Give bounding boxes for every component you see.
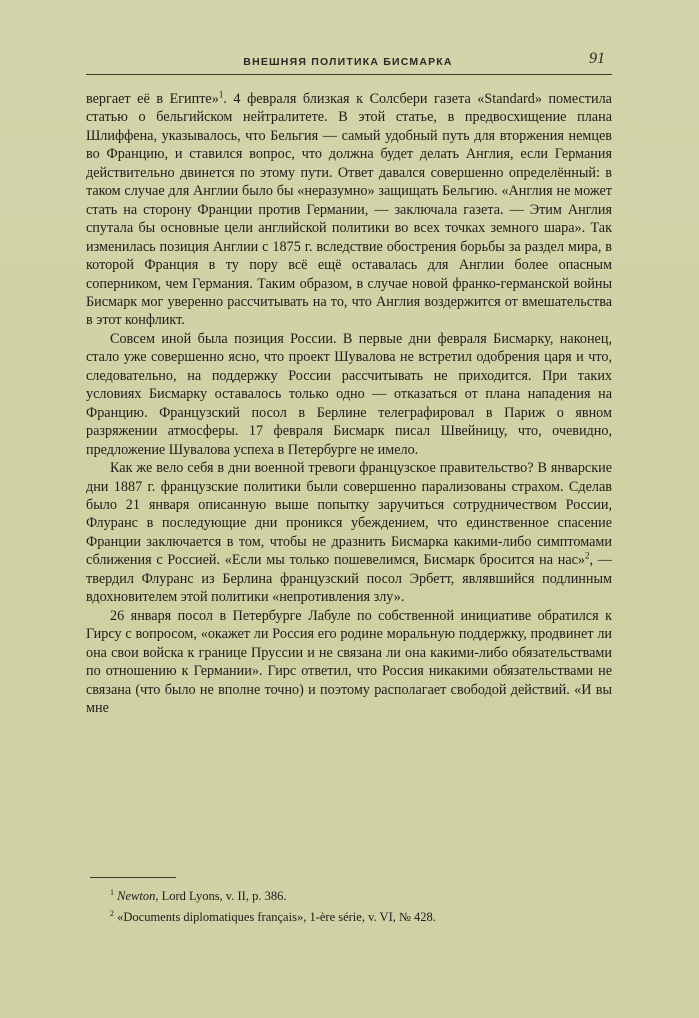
paragraph-text: 26 января посол в Петербурге Лабуле по собственной инициативе обратился к Гирсу с вопросом, «окажет ли Россия его родине моральную поддержку, продвинет ли она свои войска к границе Пруссии и не связана ли она какими-либо обязательствами по отношению к Германии». Гирс ответил, что Россия никакими обязательствами не связана (что было не вполне точно) и поэтому располагает свободой действий. «И вы мне xyxy=(86,607,612,716)
page-number: 91 xyxy=(589,50,605,67)
footnotes xyxy=(86,884,612,926)
footnote-text: , Lord Lyons, v. II, p. 386. xyxy=(155,889,287,904)
header-divider xyxy=(86,74,612,75)
body-text xyxy=(86,90,612,717)
footnote xyxy=(86,905,612,926)
paragraph-text: вергает её в Египте» xyxy=(86,91,219,107)
footnote-ref: 2 xyxy=(585,550,590,561)
paragraph-text: Как же вело себя в дни военной тревоги французское правительство? В январские дни 1887 г. французские политики были совершенно парализованы страхом. Сделав было 21 января описанную выше попытку заручиться сотрудничеством России, Флуранс в последующие дни проникся убеждением, что единственное спасение Франции заключается в том, чтобы не дразнить Бисмарка какими-либо симптомами сближения с Россией. «Если мы только пошевелимся, Бисмарк бросится на нас» xyxy=(86,460,612,569)
footnote-marker: 1 xyxy=(110,888,114,897)
footnote-text: «Documents diplomatiques français», 1-ère série, v. VI, № 428. xyxy=(117,910,436,925)
paragraph-text: Совсем иной была позиция России. В первые дни февраля Бисмарку, наконец, стало уже совершенно ясно, что проект Шувалова не встретил одобрения царя и что, следовательно, на поддержку России рассчитывать не приходится. При таких условиях Бисмарку оставалось только одно — отказаться от плана нападения на Францию. Французский посол в Берлине телеграфировал в Париж о явном разряжении атмосферы. 17 февраля Бисмарк писал Швейницу, что, очевидно, предложение Шувалова успеха в Петербурге не имело. xyxy=(86,330,612,458)
footnote-marker: 2 xyxy=(110,909,114,919)
paragraph xyxy=(86,330,612,459)
footnote-author: Newton xyxy=(117,889,156,904)
running-head: ВНЕШНЯЯ ПОЛИТИКА БИСМАРКА xyxy=(243,56,453,68)
footnote-divider xyxy=(90,877,176,878)
paragraph xyxy=(86,607,612,718)
paragraph xyxy=(86,459,612,607)
paragraph-text: . 4 февраля близкая к Солсбери газета «Standard» поместила статью о бельгийском нейтралитете. В этой статье, в предвосхищение плана Шлиффена, указывалось, что Бельгия — самый удобный путь для вторжения немцев во Францию, и ставился вопрос, что должна будет делать Англия, если Германия действительно двинется по этому пути. Ответ давался совершенно определённый: в таком случае для Англии было бы «неразумно» защищать Бельгию. «Англия не может стать на сторону Франции против Германии, — заключала газета. — Этим Англия спутала бы основные цели английской политики во всех точках земного шара». Так изменилась позиция Англии с 1875 г. вследствие обострения борьбы за раздел мира, в которой Франция в ту пору всё ещё оставалась для Англии более опасным соперником, чем Германия. Таким образом, в случае новой франко-германской войны Бисмарк мог уверенно рассчитывать на то, что Англия воздержится от вмешательства в этот конфликт. xyxy=(86,91,612,329)
footnote xyxy=(86,884,612,905)
paragraph-text: , — твердил Флуранс из Берлина французский посол Эрбетт, являвшийся подлинным вдохновителем этой политики «непротивления злу». xyxy=(86,552,612,606)
paragraph xyxy=(86,90,612,330)
footnote-ref: 1 xyxy=(218,89,224,100)
